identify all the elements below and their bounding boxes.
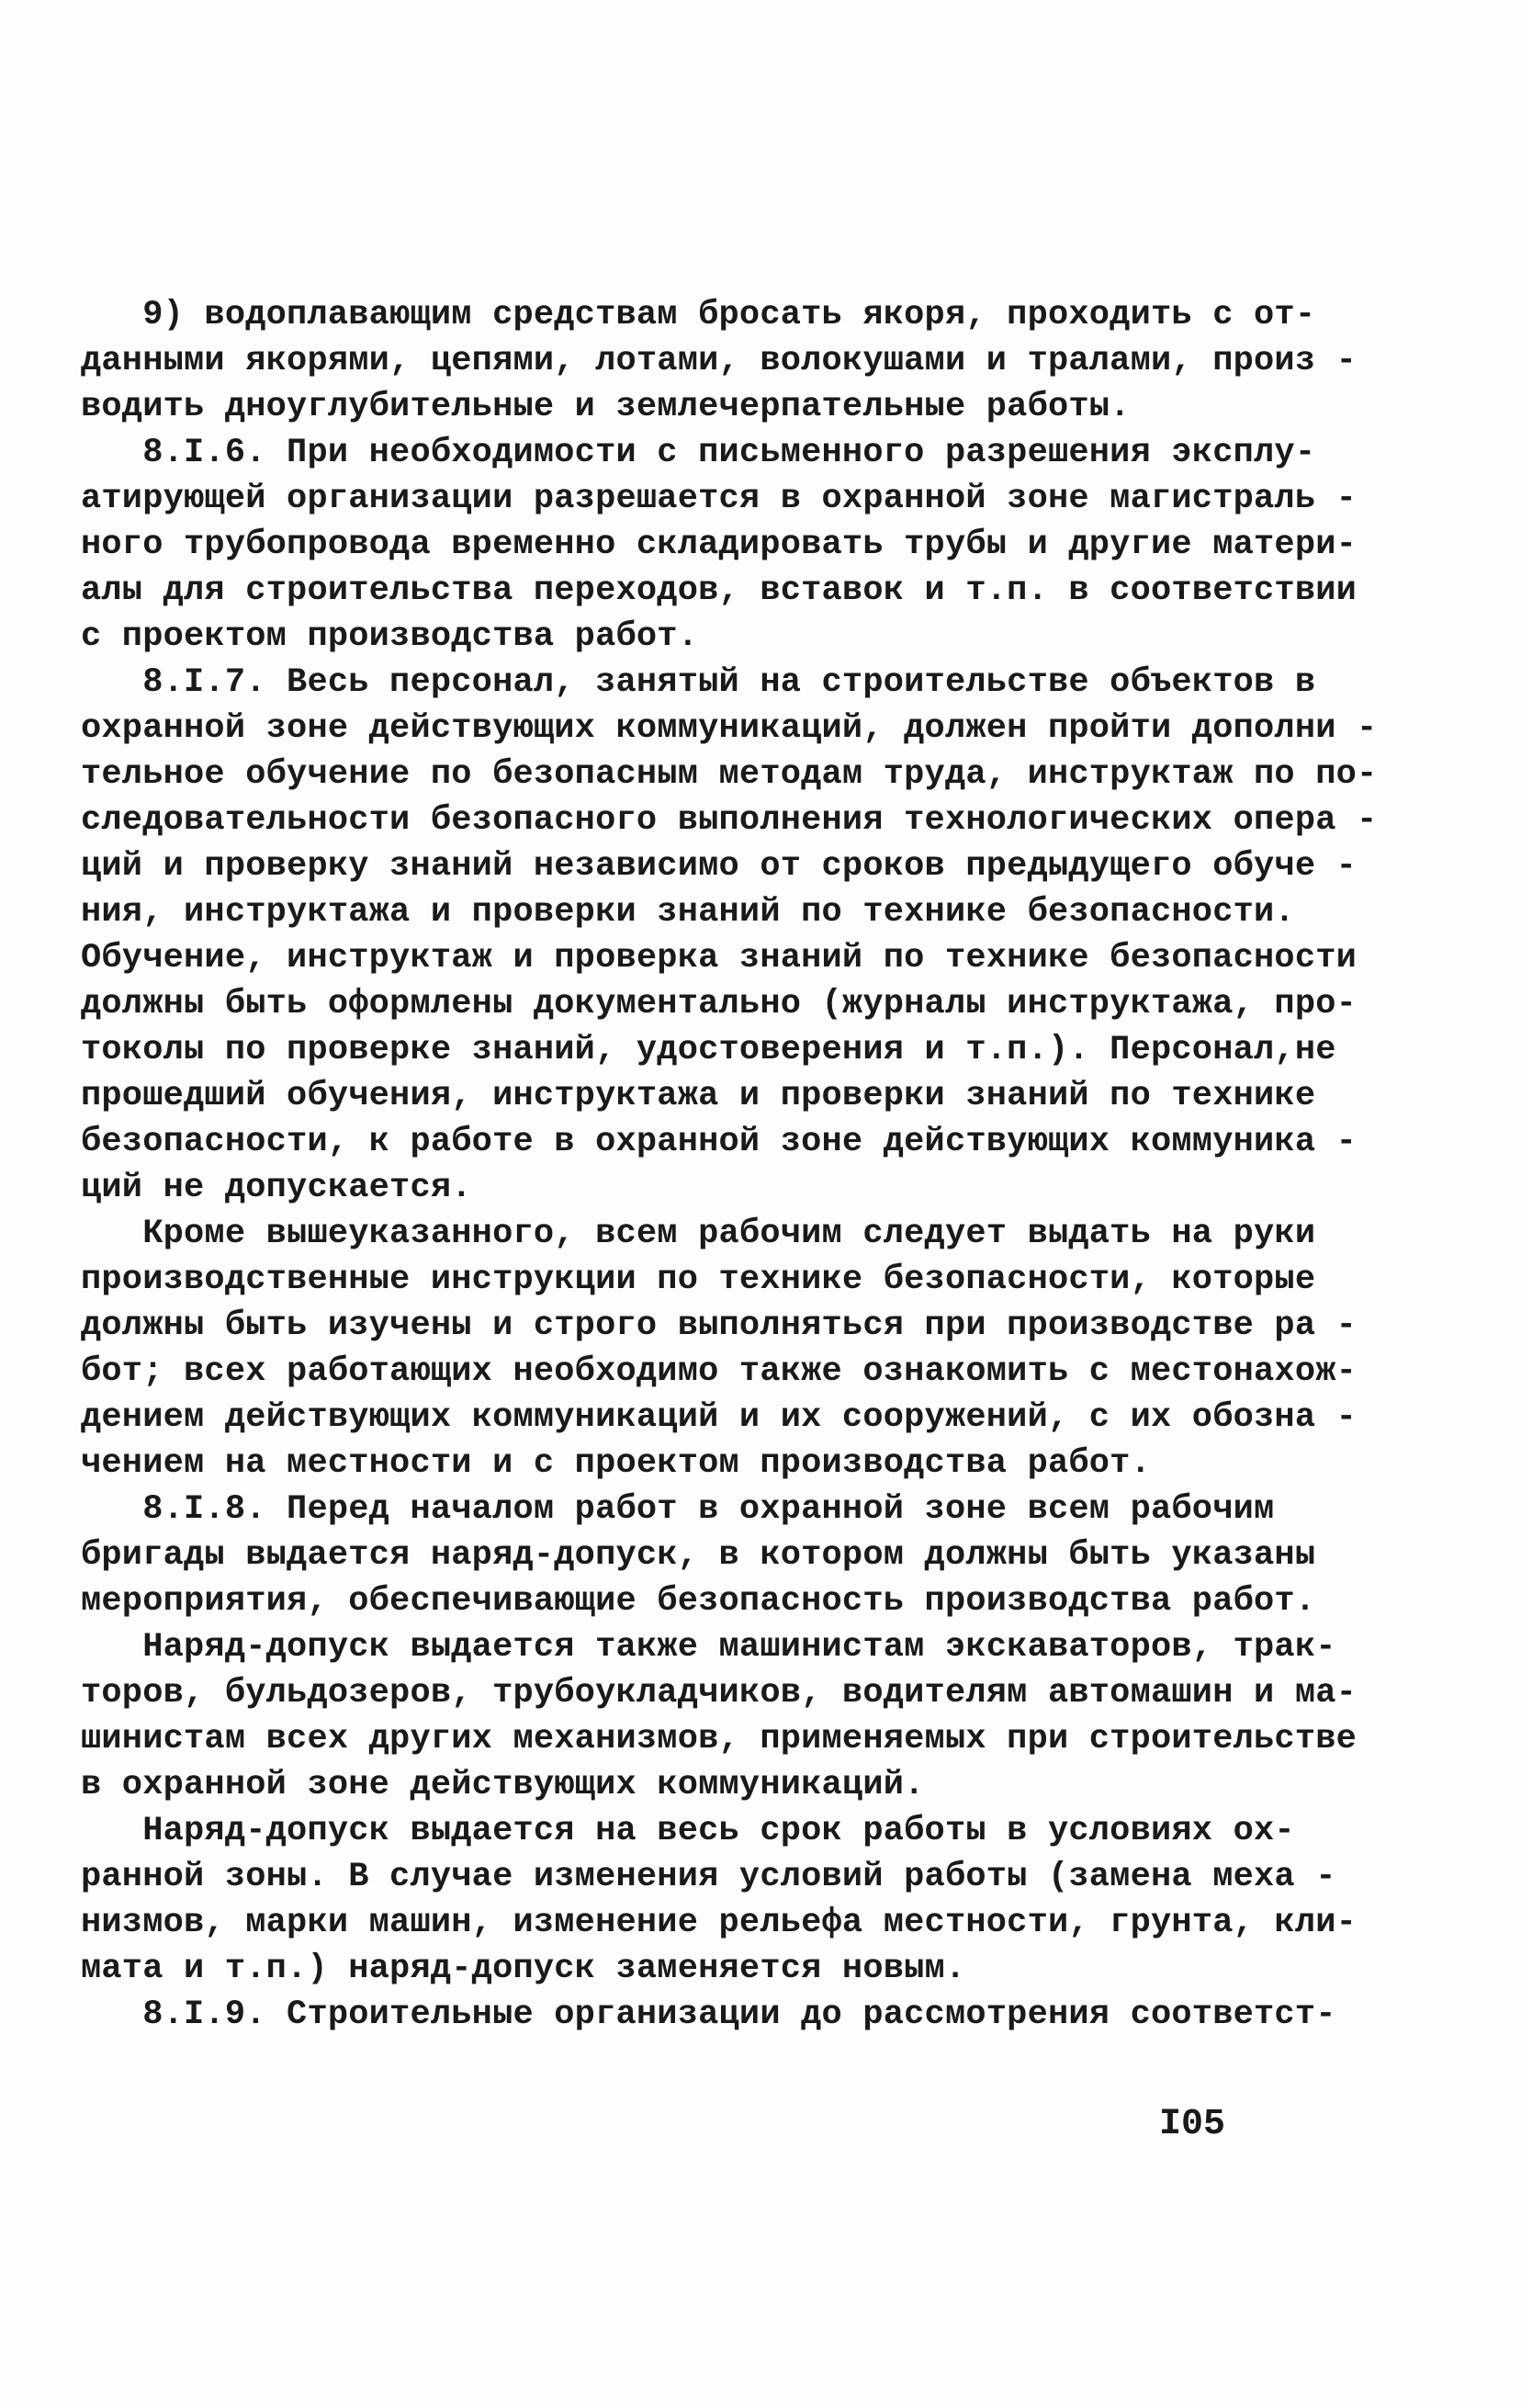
text-line: торов, бульдозеров, трубоукладчиков, водителям автомашин и ма- <box>81 1674 1358 1713</box>
text-line: водить дноуглубительные и землечерпательные работы. <box>81 388 1131 426</box>
text-line: бот; всех работающих необходимо также ознакомить с местонахож- <box>81 1352 1358 1391</box>
text-line: чением на местности и с проектом производства работ. <box>81 1444 1151 1483</box>
text-line: с проектом производства работ. <box>81 617 699 656</box>
page-number: I05 <box>1159 2104 1226 2145</box>
text-line: дением действующих коммуникаций и их сооружений, с их обозна - <box>81 1398 1358 1437</box>
text-line: 8.I.6. При необходимости с письменного разрешения эксплу- <box>81 434 1316 472</box>
text-line: алы для строительства переходов, вставок и т.п. в соответствии <box>81 571 1358 610</box>
text-line: 8.I.7. Весь персонал, занятый на строительстве объектов в <box>81 663 1316 702</box>
text-line: производственные инструкции по технике безопасности, которые <box>81 1261 1316 1299</box>
text-line: безопасности, к работе в охранной зоне действующих коммуника - <box>81 1123 1358 1161</box>
text-line: должны быть изучены и строго выполняться при производстве ра - <box>81 1306 1358 1345</box>
text-line: шинистам всех других механизмов, применяемых при строительстве <box>81 1720 1358 1758</box>
text-line: бригады выдается наряд-допуск, в котором должны быть указаны <box>81 1536 1316 1575</box>
text-line: Обучение, инструктаж и проверка знаний по технике безопасности <box>81 939 1358 978</box>
text-line: следовательности безопасного выполнения технологических опера - <box>81 801 1378 840</box>
text-line: низмов, марки машин, изменение рельефа местности, грунта, кли- <box>81 1904 1358 1942</box>
text-line: 8.I.9. Строительные организации до рассмотрения соответст- <box>81 1995 1336 2034</box>
text-line: атирующей организации разрешается в охранной зоне магистраль - <box>81 480 1358 518</box>
text-line: ций не допускается. <box>81 1169 472 1207</box>
text-line: тельное обучение по безопасным методам труда, инструктаж по по- <box>81 755 1378 794</box>
text-line: 9) водоплавающим средствам бросать якоря, проходить с от- <box>81 296 1316 334</box>
body-text <box>81 292 1378 2038</box>
text-line: Наряд-допуск выдается также машинистам экскаваторов, трак- <box>81 1628 1336 1667</box>
text-line: 8.I.8. Перед началом работ в охранной зоне всем рабочим <box>81 1490 1275 1529</box>
text-line: должны быть оформлены документально (журналы инструктажа, про- <box>81 985 1358 1023</box>
text-line: данными якорями, цепями, лотами, волокушами и тралами, произ - <box>81 342 1358 380</box>
text-line: ранной зоны. В случае изменения условий работы (замена меха - <box>81 1858 1336 1896</box>
text-line: мата и т.п.) наряд-допуск заменяется новым. <box>81 1950 966 1988</box>
text-line: токолы по проверке знаний, удостоверения и т.п.). Персонал,не <box>81 1031 1336 1069</box>
text-line: ного трубопровода временно складировать трубы и другие матери- <box>81 526 1358 564</box>
text-line: прошедший обучения, инструктажа и проверки знаний по технике <box>81 1077 1316 1115</box>
text-line: Наряд-допуск выдается на весь срок работы в условиях ох- <box>81 1812 1295 1850</box>
text-line: ния, инструктажа и проверки знаний по технике безопасности. <box>81 893 1295 932</box>
text-line: охранной зоне действующих коммуникаций, должен пройти дополни - <box>81 709 1378 748</box>
text-line: мероприятия, обеспечивающие безопасность производства работ. <box>81 1582 1316 1621</box>
text-line: в охранной зоне действующих коммуникаций. <box>81 1766 925 1804</box>
text-line: ций и проверку знаний независимо от сроков предыдущего обуче - <box>81 847 1358 886</box>
text-line: Кроме вышеуказанного, всем рабочим следует выдать на руки <box>81 1215 1316 1253</box>
